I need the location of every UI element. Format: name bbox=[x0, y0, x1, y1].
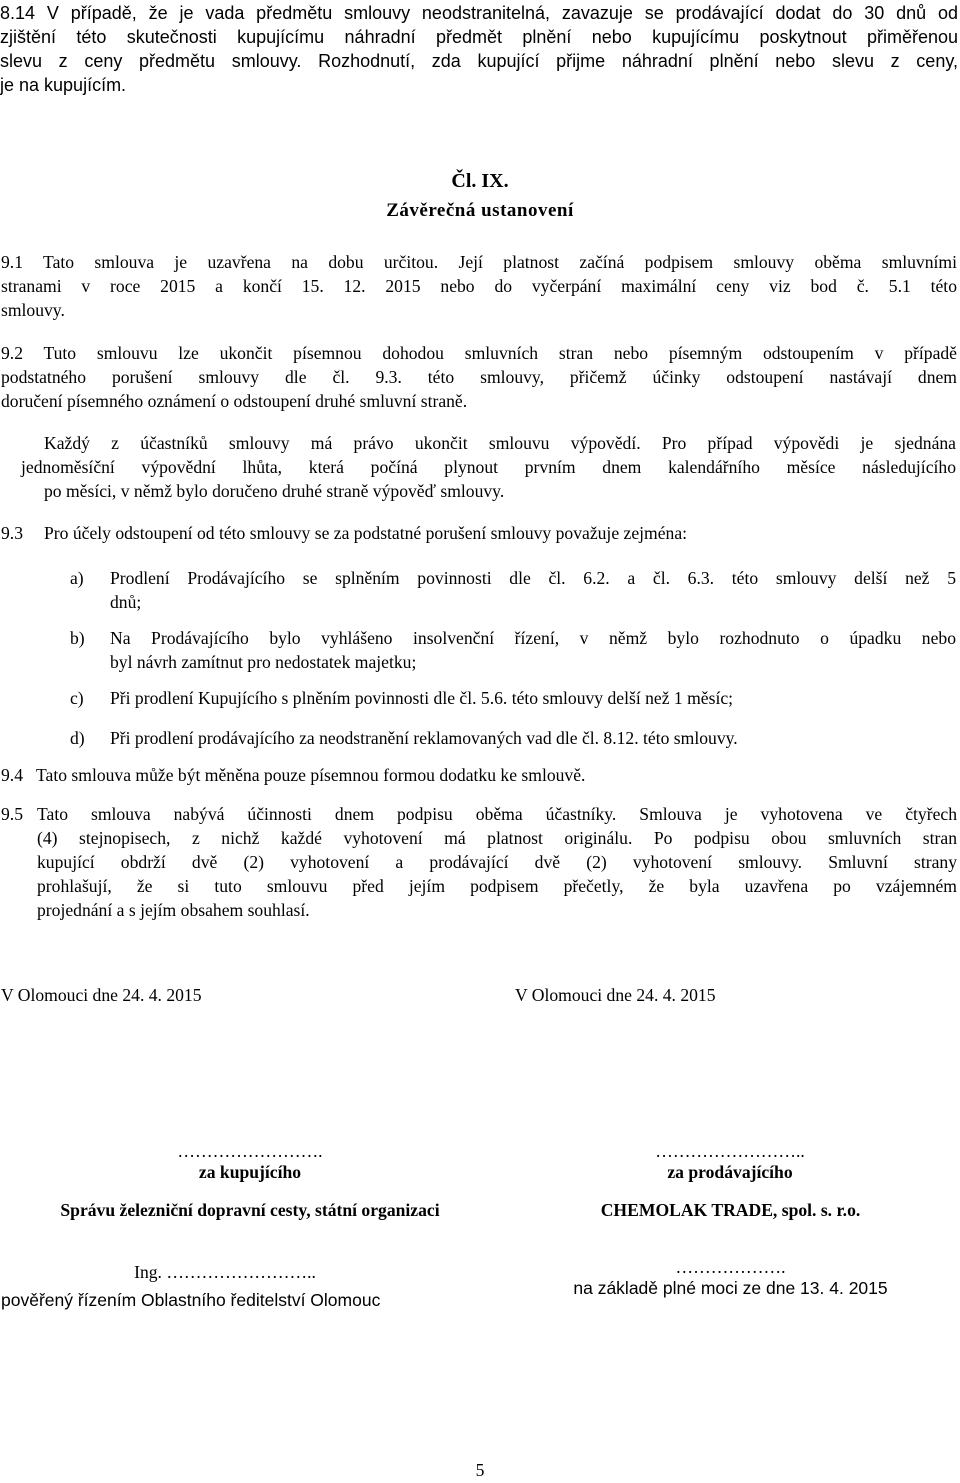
place-date-buyer: V Olomouci dne 24. 4. 2015 bbox=[1, 985, 202, 1005]
seller-signature-line-2: ………………. bbox=[675, 1257, 786, 1277]
list-item-d-label: d) bbox=[70, 728, 85, 748]
text-line: jednoměsíční výpovědní lhůta, která počíná plynout prvním dnem kalendářního měsíce následujícího bbox=[21, 457, 956, 477]
buyer-role: za kupujícího bbox=[198, 1162, 302, 1182]
paragraph-9-5 bbox=[37, 802, 957, 922]
paragraph-9-2-notice bbox=[21, 431, 956, 503]
text-line: (4) stejnopisech, z nichž každé vyhotovení má platnost originálu. Po podpisu obou smluvních stran bbox=[37, 828, 957, 848]
list-item-b bbox=[110, 626, 956, 674]
list-item-a bbox=[110, 566, 956, 614]
text-line: slevu z ceny předmětu smlouvy. Rozhodnutí, zda kupující přijme náhradní plnění nebo slevu z ceny, bbox=[0, 51, 958, 71]
text-line: je na kupujícím. bbox=[0, 75, 127, 95]
text-line: Na Prodávajícího bylo vyhlášeno insolvenční řízení, v němž bylo rozhodnuto o úpadku nebo bbox=[110, 628, 956, 648]
text-line: zjištění této skutečnosti kupujícímu náhradní předmět plnění nebo kupujícímu poskytnout přiměřenou bbox=[0, 27, 958, 47]
text-line: projednání a s jejím obsahem souhlasí. bbox=[37, 900, 310, 920]
buyer-organization: Správu železniční dopravní cesty, státní organizaci bbox=[60, 1200, 440, 1220]
signature-line-buyer: ……………………. bbox=[177, 1141, 323, 1161]
text-line: po měsíci, v němž bylo doručeno druhé straně výpověď smlouvy. bbox=[44, 481, 505, 501]
paragraph-8-14 bbox=[0, 1, 958, 97]
text-line: Prodlení Prodávajícího se splněním povinnosti dle čl. 6.2. a čl. 6.3. této smlouvy delší než 5 bbox=[110, 568, 956, 588]
paragraph-9-4-number: 9.4 bbox=[1, 765, 23, 785]
article-number: Čl. IX. bbox=[451, 170, 509, 192]
text-line: smlouvy. bbox=[1, 300, 65, 320]
paragraph-9-3-number: 9.3 bbox=[1, 523, 23, 543]
signature-line-seller: …………………….. bbox=[655, 1141, 805, 1161]
paragraph-9-2 bbox=[1, 341, 957, 413]
list-item-b-label: b) bbox=[70, 628, 85, 648]
paragraph-9-1 bbox=[1, 250, 957, 322]
text-line: dnů; bbox=[110, 592, 142, 612]
text-line: 9.1 Tato smlouva je uzavřena na dobu určitou. Její platnost začíná podpisem smlouvy oběma smluvními bbox=[1, 252, 957, 272]
text-line: 9.2 Tuto smlouvu lze ukončit písemnou dohodou smluvních stran nebo písemným odstoupením v případě bbox=[1, 343, 957, 363]
list-item-c-label: c) bbox=[70, 688, 84, 708]
paragraph-9-4: Tato smlouva může být měněna pouze písemnou formou dodatku ke smlouvě. bbox=[36, 765, 586, 785]
text-line: podstatného porušení smlouvy dle čl. 9.3. této smlouvy, přičemž účinky odstoupení nastávají dnem bbox=[1, 367, 957, 387]
text-line: stranami v roce 2015 a končí 15. 12. 2015 nebo do vyčerpání maximální ceny viz bod č. 5.1 této bbox=[1, 276, 957, 296]
text-line: prohlašují, že si tuto smlouvu před jejím podpisem přečetly, že byla uzavřena po vzájemném bbox=[37, 876, 957, 896]
text-line: Tato smlouva nabývá účinnosti dnem podpisu oběma účastníky. Smlouva je vyhotovena ve čtyřech bbox=[37, 804, 957, 824]
seller-signatory-authority: na základě plné moci ze dne 13. 4. 2015 bbox=[573, 1278, 888, 1298]
text-line: kupující obdrží dvě (2) vyhotovení a prodávající dvě (2) vyhotovení smlouvy. Smluvní strany bbox=[37, 852, 957, 872]
text-line: 8.14 V případě, že je vada předmětu smlouvy neodstranitelná, zavazuje se prodávající dodat do 30 dnů od bbox=[0, 3, 958, 23]
list-item-c: Při prodlení Kupujícího s plněním povinnosti dle čl. 5.6. této smlouvy delší než 1 měsíc; bbox=[110, 688, 734, 708]
seller-role: za prodávajícího bbox=[667, 1162, 793, 1182]
text-line: byl návrh zamítnut pro nedostatek majetku; bbox=[110, 652, 417, 672]
list-item-a-label: a) bbox=[70, 568, 84, 588]
article-title: Závěrečná ustanovení bbox=[386, 200, 574, 221]
paragraph-9-3-intro: Pro účely odstoupení od této smlouvy se za podstatné porušení smlouvy považuje zejména: bbox=[44, 523, 688, 543]
seller-organization: CHEMOLAK TRADE, spol. s. r.o. bbox=[600, 1200, 861, 1220]
list-item-d: Při prodlení prodávajícího za neodstranění reklamovaných vad dle čl. 8.12. této smlouvy. bbox=[110, 728, 738, 748]
text-line: doručení písemného oznámení o odstoupení druhé smluvní straně. bbox=[1, 391, 468, 411]
paragraph-9-5-number: 9.5 bbox=[1, 804, 23, 824]
text-line: Každý z účastníků smlouvy má právo ukončit smlouvu výpovědí. Pro případ výpovědi je sjednána bbox=[44, 433, 956, 453]
page-number: 5 bbox=[475, 1460, 485, 1480]
buyer-signatory-position: pověřený řízením Oblastního ředitelství Olomouc bbox=[1, 1290, 381, 1310]
buyer-signatory-name: Ing. …………………….. bbox=[134, 1262, 316, 1282]
place-date-seller: V Olomouci dne 24. 4. 2015 bbox=[515, 985, 716, 1005]
